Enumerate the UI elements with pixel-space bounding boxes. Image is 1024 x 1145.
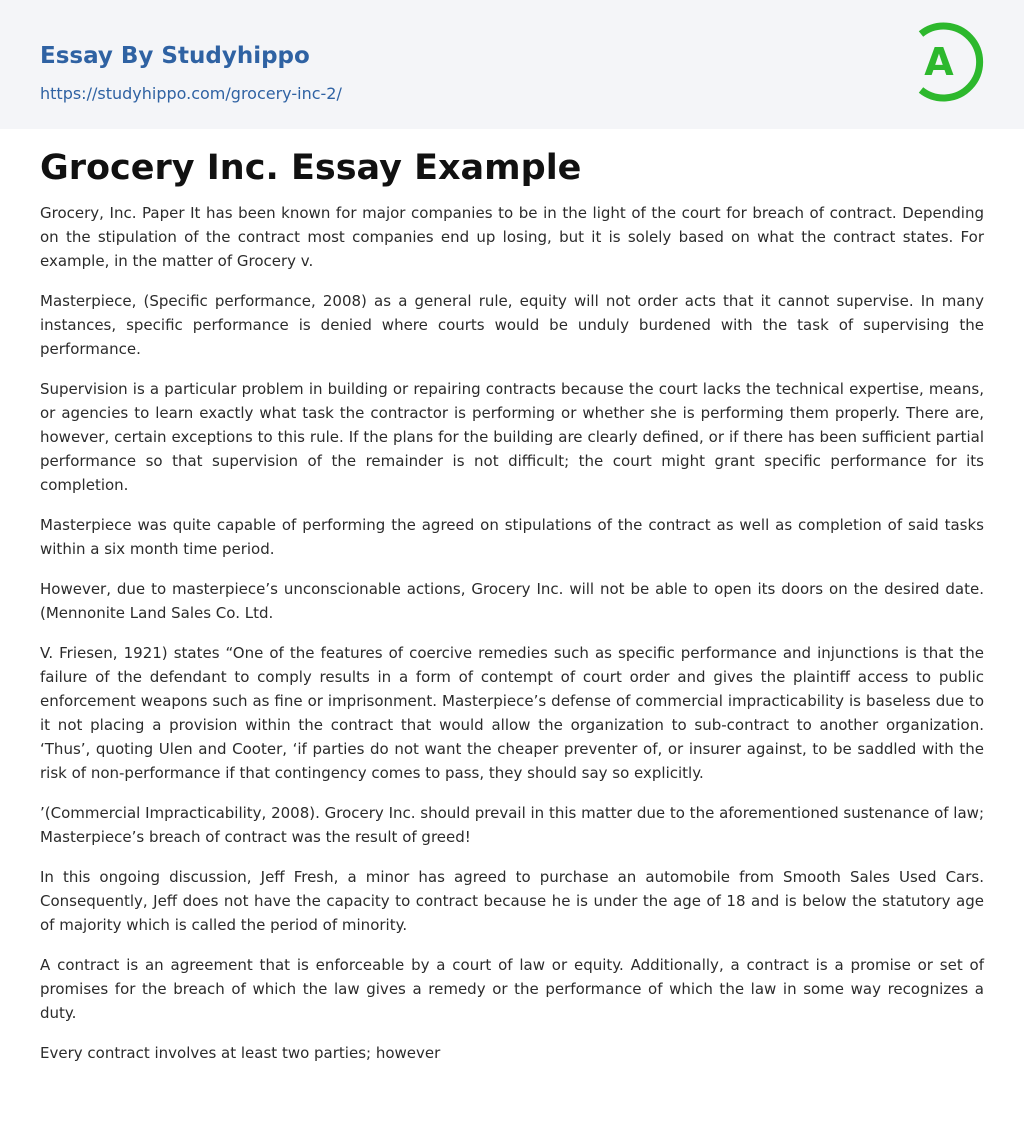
essay-paragraph: Masterpiece was quite capable of performing the agreed on stipulations of the contract as well as completion of said tasks within a six month time period.	[40, 516, 984, 558]
site-header	[0, 0, 1024, 129]
essay-paragraph: However, due to masterpiece’s unconscionable actions, Grocery Inc. will not be able to open its doors on the desired date. (Mennonite Land Sales Co. Ltd.	[40, 580, 984, 622]
essay-content	[0, 129, 1024, 1065]
essay-paragraph: A contract is an agreement that is enforceable by a court of law or equity. Additionally, a contract is a promise or set of promises for the breach of which the law gives a remedy or the performance of which the law in some way recognizes a duty.	[40, 956, 984, 1022]
essay-paragraph: ’(Commercial Impracticability, 2008). Grocery Inc. should prevail in this matter due to the aforementioned sustenance of law; Masterpiece’s breach of contract was the result of greed!	[40, 804, 984, 846]
green-letter-a-logo-icon[interactable]	[912, 20, 984, 104]
essay-paragraph: Every contract involves at least two parties; however	[40, 1044, 441, 1062]
essay-paragraph: In this ongoing discussion, Jeff Fresh, a minor has agreed to purchase an automobile from Smooth Sales Used Cars. Consequently, Jeff does not have the capacity to contract because he is under the age of 18 and is below the statutory age of majority which is called the period of minority.	[40, 868, 984, 934]
essay-paragraph: Supervision is a particular problem in building or repairing contracts because the court lacks the technical expertise, means, or agencies to learn exactly what task the contractor is performing or whether she is performing them properly. There are, however, certain exceptions to this rule. If the plans for the building are clearly defined, or if there has been sufficient partial performance so that supervision of the remainder is not difficult; the court might grant specific performance for its completion.	[40, 380, 984, 494]
essay-paragraph: Masterpiece, (Specific performance, 2008) as a general rule, equity will not order acts that it cannot supervise. In many instances, specific performance is denied where courts would be unduly burdened with the task of supervising the performance.	[40, 292, 984, 358]
essay-url-link[interactable]: https://studyhippo.com/grocery-inc-2/	[40, 84, 342, 103]
essay-paragraph: V. Friesen, 1921) states “One of the features of coercive remedies such as specific performance and injunctions is that the failure of the defendant to comply results in a form of contempt of court order and gives the plaintiff access to public enforcement weapons such as fine or imprisonment. Masterpiece’s defense of commercial impracticability is baseless due to it not placing a provision within the contract that would allow the organization to sub-contract to another organization. ‘Thus’, quoting Ulen and Cooter, ‘if parties do not want the cheaper preventer of, or insurer against, to be saddled with the risk of non-performance if that contingency comes to pass, they should say so explicitly.	[40, 644, 984, 782]
page-title: Grocery Inc. Essay Example	[40, 148, 582, 188]
essay-paragraph: Grocery, Inc. Paper It has been known for major companies to be in the light of the court for breach of contract. Depending on the stipulation of the contract most companies end up losing, but it is solely based on what the contract states. For example, in the matter of Grocery v.	[40, 204, 984, 270]
site-brand[interactable]: Essay By Studyhippo	[40, 43, 310, 69]
logo-letter: A	[924, 40, 954, 84]
